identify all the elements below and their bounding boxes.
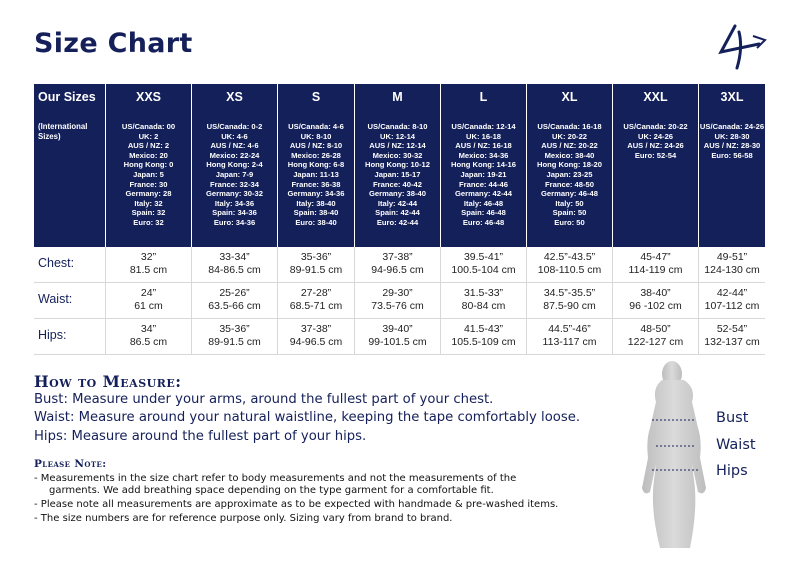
note-measurements: - Measurements in the size chart refer to body measurements and not the measurements of the garments. We add breathing space depending on the type garment for a comfortable fit. [34,473,517,496]
table-cell: 32” 81.5 cm [106,247,192,282]
header-size-xs: XS US/Canada: 0-2 UK: 4-6 AUS / NZ: 4-6 Mexico: 22-24 Hong Kong: 2-4 Japan: 7-9 France: 32-34 Germany: 30-32 Italy: 34-36 Spain: 34-36 Euro: 34-36 [192,84,278,247]
how-to-measure-heading: How to Measure: [34,372,182,391]
table-cell: 29-30” 73.5-76 cm [355,283,441,318]
row-label: Chest: [34,247,106,282]
table-cell: 37-38” 94-96.5 cm [355,247,441,282]
row-label: Hips: [34,319,106,354]
header-size-xxl: XXL US/Canada: 20-22 UK: 24-26 AUS / NZ: 24-26 Euro: 52-54 [613,84,699,247]
page-title: Size Chart [34,28,193,59]
table-cell: 34.5”-35.5” 87.5-90 cm [527,283,613,318]
table-cell: 35-36” 89-91.5 cm [192,319,278,354]
table-cell: 27-28” 68.5-71 cm [278,283,355,318]
brand-logo-icon [713,22,769,72]
table-cell: 45-47” 114-119 cm [613,247,699,282]
table-cell: 39.5-41” 100.5-104 cm [441,247,527,282]
table-cell: 48-50” 122-127 cm [613,319,699,354]
figure-label-hips: Hips [716,463,748,479]
header-size-xxs: XXS US/Canada: 00 UK: 2 AUS / NZ: 2 Mexico: 20 Hong Kong: 0 Japan: 5 France: 30 Germany: 28 Italy: 32 Spain: 32 Euro: 32 [106,84,192,247]
header-size-l: L US/Canada: 12-14 UK: 16-18 AUS / NZ: 16-18 Mexico: 34-36 Hong Kong: 14-16 Japan: 19-21 France: 44-46 Germany: 42-44 Italy: 46-48 Spain: 46-48 Euro: 46-48 [441,84,527,247]
table-row-hips [34,319,765,355]
table-cell: 33-34” 84-86.5 cm [192,247,278,282]
figure-label-bust: Bust [716,410,749,426]
table-cell: 31.5-33” 80-84 cm [441,283,527,318]
size-table-body [34,247,765,355]
table-cell: 35-36” 89-91.5 cm [278,247,355,282]
table-cell: 42-44” 107-112 cm [704,287,760,312]
size-table-header [34,84,765,247]
table-cell: 42.5”-43.5” 108-110.5 cm [527,247,613,282]
please-note-heading: Please Note: [34,458,107,470]
table-row-waist [34,283,765,319]
header-size-m: M US/Canada: 8-10 UK: 12-14 AUS / NZ: 12-14 Mexico: 30-32 Hong Kong: 10-12 Japan: 15-17 France: 40-42 Germany: 38-40 Italy: 42-44 Spain: 42-44 Euro: 42-44 [355,84,441,247]
header-size-3xl: 3XL US/Canada: 24-26 UK: 28-30 AUS / NZ: 28-30 Euro: 56-58 [699,90,765,160]
table-cell: 24” 61 cm [106,283,192,318]
header-size-xl: XL US/Canada: 16-18 UK: 20-22 AUS / NZ: 20-22 Mexico: 38-40 Hong Kong: 18-20 Japan: 23-25 France: 48-50 Germany: 46-48 Italy: 50 Spain: 50 Euro: 50 [527,84,613,247]
table-row-chest [34,247,765,283]
header-our-sizes: Our Sizes (International Sizes) [34,84,106,247]
header-size-s: S US/Canada: 4-6 UK: 8-10 AUS / NZ: 8-10 Mexico: 26-28 Hong Kong: 6-8 Japan: 11-13 France: 36-38 Germany: 34-36 Italy: 38-40 Spain: 38-40 Euro: 38-40 [278,84,355,247]
figure-label-waist: Waist [716,437,756,453]
body-silhouette-icon [632,358,718,548]
table-cell: 34” 86.5 cm [106,319,192,354]
table-cell: 39-40” 99-101.5 cm [355,319,441,354]
table-cell: 37-38” 94-96.5 cm [278,319,355,354]
table-cell: 52-54” 132-137 cm [704,323,760,348]
measure-waist-text: Waist: Measure around your natural waistline, keeping the tape comfortably loose. [34,410,581,425]
note-approximate: - Please note all measurements are approximate as to be expected with handmade & pre-washed items. [34,499,559,510]
table-cell: 49-51” 124-130 cm [704,251,760,276]
table-cell: 44.5”-46” 113-117 cm [527,319,613,354]
measure-hips-text: Hips: Measure around the fullest part of your hips. [34,429,367,444]
measure-bust-text: Bust: Measure under your arms, around the fullest part of your chest. [34,392,494,407]
table-cell: 41.5-43” 105.5-109 cm [441,319,527,354]
table-cell: 38-40” 96 -102 cm [613,283,699,318]
note-reference: - The size numbers are for reference purpose only. Sizing vary from brand to brand. [34,513,453,524]
table-cell: 25-26” 63.5-66 cm [192,283,278,318]
row-label: Waist: [34,283,106,318]
